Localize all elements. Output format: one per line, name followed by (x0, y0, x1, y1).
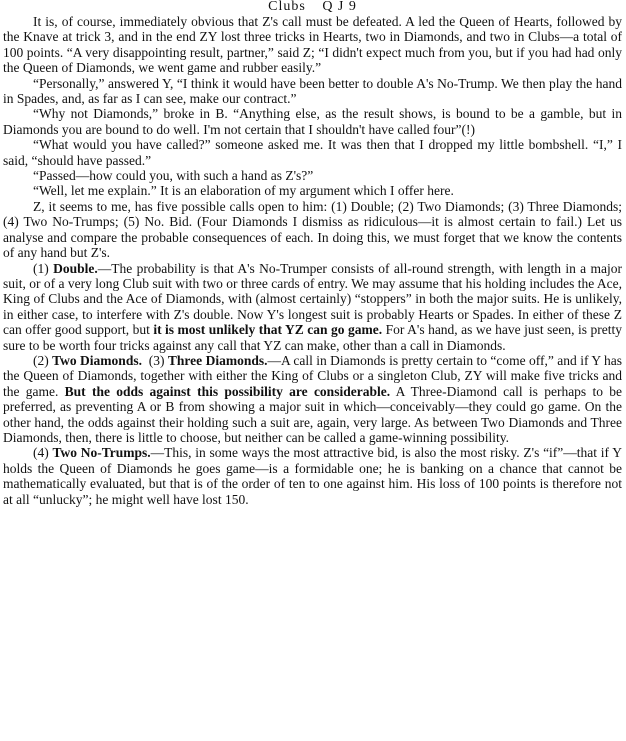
body-text (3, 14, 622, 507)
section-text: A Three-Diamond call is perhaps to be preferred, as preventing A or B from showing a major suit in which—conceivably—they could go game. On the other hand, the odds against their holding such a suit are, again, very large. As between Two Diamonds and Three Diamonds, then, there is little to choose, but neither can be called a game-winning possibility. (3, 383, 622, 445)
section-title: Two Diamonds. (52, 352, 142, 368)
section-emphasis: But the odds against this possibility are considerable. (64, 383, 391, 399)
section-double (3, 261, 622, 353)
paragraph: “Personally,” answered Y, “I think it would have been better to double A's No-Trump. We then play the hand in Spades, and, as far as I can see, make our contract.” (3, 75, 622, 107)
card-ranks: Q J 9 (322, 0, 357, 14)
section-title: Two No-Trumps. (52, 445, 151, 461)
section-diamonds (3, 353, 622, 445)
paragraph: “Well, let me explain.” It is an elaboration of my argument which I offer here. (33, 183, 454, 199)
section-no-trumps (3, 445, 622, 507)
paragraph: Z, it seems to me, has five possible calls open to him: (1) Double; (2) Two Diamonds; (3) Three Diamonds; (4) Two No-Trumps; (5) No. Bid. (Four Diamonds I dismiss as ridiculous—it is almost certain to fail.) Let us analyse and compare the probable consequences of each. In doing this, we must forget that we know the contents of any hand but Z's. (3, 198, 622, 261)
section-emphasis: it is most unlikely that YZ can go game. (153, 322, 383, 338)
section-title: Double. (53, 260, 98, 276)
section-number: (3) (148, 352, 165, 368)
paragraph: “What would you have called?” someone asked me. It was then that I dropped my little bombshell. “I,” I said, “should have passed.” (3, 137, 622, 168)
section-text: —This, in some ways the most attractive bid, is also the most risky. Z's “if”—that if Y holds the Queen of Diamonds he goes game—is a formidable one; he is banking on a chance that cannot be mathematically evaluated, but that is of the order of ten to one against him. His loss of 100 points is therefore not at all “unlucky”; he might well have lost 150. (3, 445, 623, 507)
section-text: —The probability is that A's No-Trumper consists of all-round strength, with length in a major suit, or of a very long Club suit with two or three cards of entry. We may assume that his holding includes the Ace, King of Clubs and the Ace of Diamonds, with (almost certainly) “stoppers” in both the major suits. He is unlikely, in either case, to interfere with Z's double. Now Y's longest suit is probably Hearts or Spades. In either of these Z can offer good support, but (3, 260, 622, 338)
paragraph: “Why not Diamonds,” broke in B. “Anything else, as the result shows, is bound to be a gamble, but in Diamonds you are bound to do well. I'm not certain that I shouldn't have called four”(!) (3, 106, 622, 137)
suit-label: Clubs (268, 0, 306, 14)
section-text: —A call in Diamonds is pretty certain to “come off,” and if Y has the Queen of Diamonds, together with either the King of Clubs or a singleton Club, ZY will make five tricks and the game. (3, 352, 622, 399)
paragraph: “Passed—how could you, with such a hand as Z's?” (33, 168, 314, 184)
section-number: (4) (33, 445, 49, 461)
section-number: (1) (33, 260, 49, 276)
section-title: Three Diamonds. (167, 352, 268, 368)
section-text: For A's hand, as we have just seen, is pretty sure to be worth four tricks against any call that YZ can make, other than a call in Diamonds. (3, 322, 622, 353)
section-number: (2) (33, 352, 49, 368)
card-holding-line (3, 0, 622, 14)
paragraph: It is, of course, immediately obvious that Z's call must be defeated. A led the Queen of Hearts, followed by the Knave at trick 3, and in the end ZY lost three tricks in Hearts, two in Diamonds, and two in Clubs—a total of 100 points. “A very disappointing result, partner,” said Z; “I didn't expect much from you, but if you had had only the Queen of Diamonds, we went game and rubber easily.” (3, 14, 622, 76)
